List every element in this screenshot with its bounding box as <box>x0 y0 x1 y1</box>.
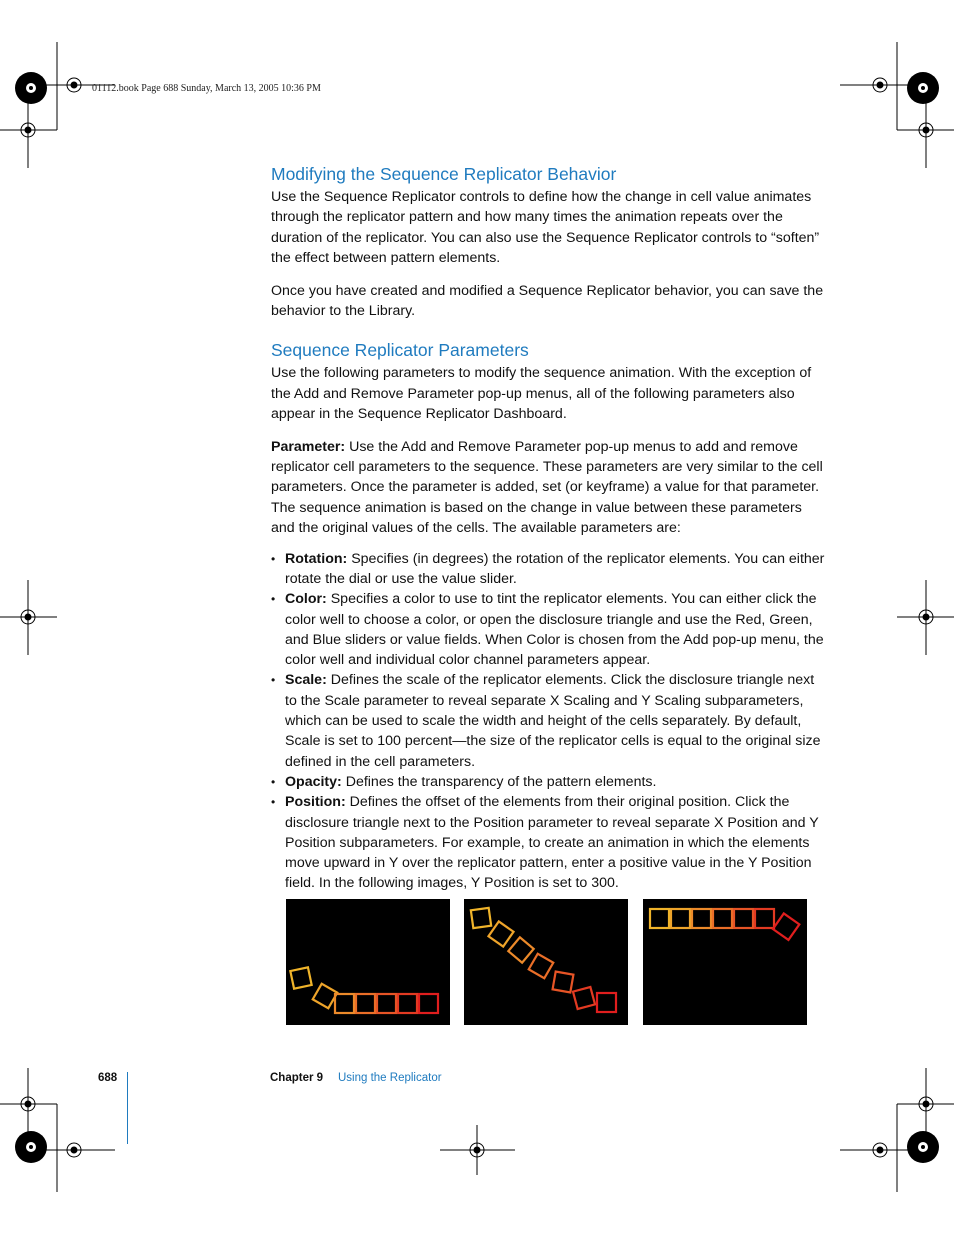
section-heading-parameters: Sequence Replicator Parameters <box>271 340 529 361</box>
main-content <box>271 163 827 894</box>
list-item-text: Specifies a color to use to tint the replicator elements. You can either click the color well to choose a color, or open the disclosure triangle and use the Red, Green, and Blue sliders or value fields. When Color is chosen from the Add pop-up menu, the color well and individual color channel parameters appear. <box>285 591 824 669</box>
list-item-text: Specifies (in degrees) the rotation of the replicator elements. You can either rotate the dial or use the value slider. <box>285 550 825 587</box>
list-item <box>271 589 827 670</box>
list-item-term: Scale: <box>285 672 327 689</box>
registration-target-icon <box>15 72 47 104</box>
replicator-image-1 <box>286 899 450 1025</box>
parameter-text: Use the Add and Remove Parameter pop-up menus to add and remove replicator cell parameters to the sequence. These parameters are very similar to the cell parameters. Once the parameter is added, set (or keyframe) a value for that parameter. The sequence animation is based on the change in value between these parameters and the original values of the cells. The available parameters are: <box>271 438 823 536</box>
list-item <box>271 670 827 771</box>
page-number: 688 <box>98 1072 118 1084</box>
footer-chapter: Chapter 9 <box>270 1072 324 1084</box>
registration-target-icon <box>907 72 939 104</box>
section-heading-modifying: Modifying the Sequence Replicator Behavior <box>271 164 617 184</box>
footer-divider <box>127 1072 128 1144</box>
book-header: 01112.book Page 688 Sunday, March 13, 2005 10:36 PM <box>92 83 321 94</box>
registration-target-icon <box>15 1131 47 1163</box>
paragraph: Use the following parameters to modify the sequence animation. With the exception of the Add and Remove Parameter pop-up menus, all of the following parameters also appear in the Sequence Replicator Dashboard. <box>271 365 812 422</box>
list-item-text: Defines the scale of the replicator elements. Click the disclosure triangle next to the Scale parameter to reveal separate X Scaling and Y Scaling subparameters, which can be used to scale the width and height of the cells separately. By default, Scale is set to 100 percent—the size of the replicator cells is equal to the original size defined in the cell parameters. <box>285 672 821 770</box>
list-item-term: Position: <box>285 794 346 811</box>
list-item-text: Defines the transparency of the pattern elements. <box>341 773 657 790</box>
paragraph: Once you have created and modified a Sequence Replicator behavior, you can save the behavior to the Library. <box>271 282 824 319</box>
list-item-term: Rotation: <box>285 550 348 567</box>
list-item <box>271 792 827 893</box>
list-item <box>271 549 827 590</box>
parameter-label: Parameter: <box>271 438 346 455</box>
list-item-text: Defines the offset of the elements from their original position. Click the disclosure triangle next to the Position parameter to reveal separate X Position and Y Position subparameters. For example, to create an animation in which the elements move upward in Y over the replicator pattern, enter a positive value in the Y Position field. In the following images, Y Position is set to 300. <box>285 794 819 892</box>
parameter-paragraph <box>271 437 827 538</box>
replicator-image-3 <box>643 899 807 1025</box>
footer-chapter-title: Using the Replicator <box>338 1072 442 1084</box>
paragraph: Use the Sequence Replicator controls to define how the change in cell value animates through the replicator pattern and how many times the animation repeats over the duration of the replicator. You can also use the Sequence Replicator controls to “soften” the effect between pattern elements. <box>271 189 820 266</box>
list-item <box>271 772 827 792</box>
parameter-list <box>271 549 827 894</box>
replicator-illustrations <box>286 899 808 1025</box>
registration-target-icon <box>907 1131 939 1163</box>
list-item-term: Color: <box>285 591 327 608</box>
replicator-image-2 <box>464 899 628 1025</box>
list-item-term: Opacity: <box>285 773 342 790</box>
